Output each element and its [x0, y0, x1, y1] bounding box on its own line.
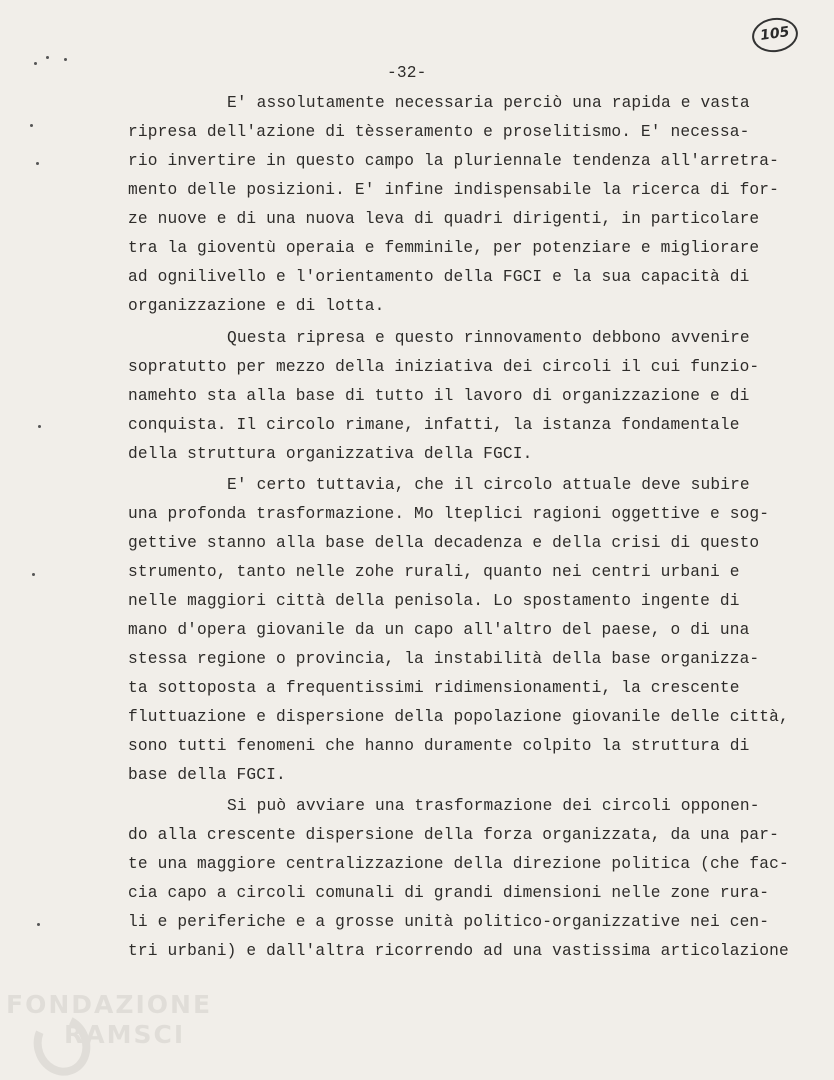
margin-mark	[38, 425, 41, 428]
text-line: ad ognilivello e l'orientamento della FGCI e la sua capacità di	[128, 268, 750, 286]
text-line: base della FGCI.	[128, 766, 286, 784]
margin-mark	[37, 923, 40, 926]
text-line: Questa ripresa e questo rinnovamento debbono avvenire	[227, 329, 750, 347]
text-line: namehto sta alla base di tutto il lavoro di organizzazione e di	[128, 387, 750, 405]
margin-mark	[36, 162, 39, 165]
text-line: sono tutti fenomeni che hanno duramente colpito la struttura di	[128, 737, 750, 755]
margin-mark	[32, 573, 35, 576]
text-line: fluttuazione e dispersione della popolazione giovanile delle città,	[128, 708, 789, 726]
text-line: conquista. Il circolo rimane, infatti, la istanza fondamentale	[128, 416, 740, 434]
text-line: ta sottoposta a frequentissimi ridimensionamenti, la crescente	[128, 679, 740, 697]
text-line: nelle maggiori città della penisola. Lo spostamento ingente di	[128, 592, 740, 610]
text-line: E' certo tuttavia, che il circolo attuale deve subire	[227, 476, 750, 494]
page-number: -32-	[387, 64, 427, 82]
text-line: ze nuove e di una nuova leva di quadri dirigenti, in particolare	[128, 210, 760, 228]
text-line: tri urbani) e dall'altra ricorrendo ad una vastissima articolazione	[128, 942, 789, 960]
archive-stamp: 105	[750, 15, 800, 55]
text-line: li e periferiche e a grosse unità politico-organizzative nei cen-	[128, 913, 770, 931]
text-line: do alla crescente dispersione della forza organizzata, da una par-	[128, 826, 780, 844]
text-line: te una maggiore centralizzazione della direzione politica (che fac-	[128, 855, 789, 873]
text-line: della struttura organizzativa della FGCI.	[128, 445, 533, 463]
text-line: una profonda trasformazione. Mo lteplici ragioni oggettive e sog-	[128, 505, 770, 523]
text-line: rio invertire in questo campo la pluriennale tendenza all'arretra-	[128, 152, 780, 170]
text-line: mano d'opera giovanile da un capo all'altro del paese, o di una	[128, 621, 750, 639]
text-line: strumento, tanto nelle zohe rurali, quanto nei centri urbani e	[128, 563, 740, 581]
margin-mark	[30, 124, 33, 127]
text-line: organizzazione e di lotta.	[128, 297, 385, 315]
text-line: stessa regione o provincia, la instabilità della base organizza-	[128, 650, 760, 668]
text-line: cia capo a circoli comunali di grandi dimensioni nelle zone rura-	[128, 884, 770, 902]
foundation-watermark	[6, 990, 216, 1070]
text-line: gettive stanno alla base della decadenza e della crisi di questo	[128, 534, 760, 552]
text-line: sopratutto per mezzo della iniziativa dei circoli il cui funzio-	[128, 358, 760, 376]
text-line: mento delle posizioni. E' infine indispensabile la ricerca di for-	[128, 181, 780, 199]
text-line: tra la gioventù operaia e femminile, per potenziare e migliorare	[128, 239, 760, 257]
text-line: ripresa dell'azione di tèsseramento e proselitismo. E' necessa-	[128, 123, 750, 141]
margin-mark	[34, 62, 37, 65]
watermark-line: FONDAZIONE	[6, 990, 213, 1019]
watermark-line: RAMSCI	[64, 1020, 186, 1049]
text-line: E' assolutamente necessaria perciò una rapida e vasta	[227, 94, 750, 112]
margin-mark	[64, 58, 67, 61]
margin-mark	[46, 56, 49, 59]
text-line: Si può avviare una trasformazione dei circoli opponen-	[227, 797, 760, 815]
